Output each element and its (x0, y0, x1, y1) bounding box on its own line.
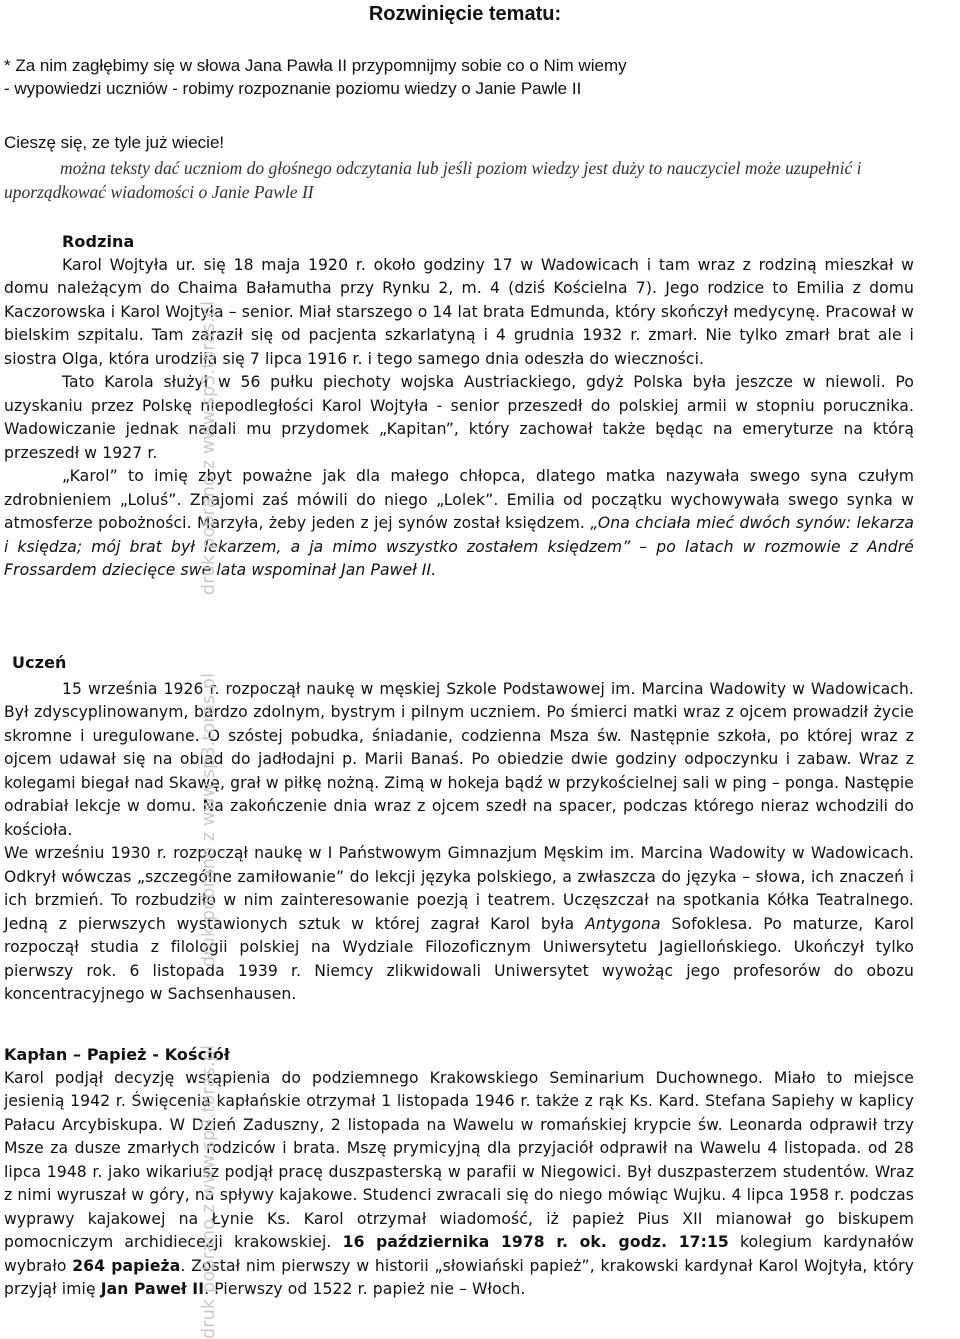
section-heading-rodzina: Rodzina (62, 232, 135, 251)
section-kaplan (4, 1043, 914, 1302)
watermark-text: druk pobrano z www.sp3.toras.pl (199, 300, 219, 596)
rodzina-paragraph-1: Karol Wojtyła ur. się 18 maja 1920 r. około godziny 17 w Wadowicach i tam wraz z rodziną mieszkał w domu należącym do Chaima Bałamutha przy Rynku 2, m. 4 (dziś Kościelna 7). Jego rodzice to Emilia z domu Kaczorowska i Karol Wojtyła – senior. Miał starszego o 14 lat brata Edmunda, który skończył medycynę. Pracował w bielskim szpitalu. Tam zaraził się od pacjenta szkarlatyną i 4 grudnia 1932 r. zmarł. Nie tylko zmarł brat ale i siostra Olga, która urodziła się 7 lipca 1916 r. i tego samego dnia odeszła do wieczności. (4, 255, 914, 368)
rodzina-paragraph-3-text: „Karol” to imię zbyt poważne jak dla małego chłopca, dlatego matka nazywała swego syna czułym zdrobnieniem „Loluś”. Znajomi zaś mówili do niego „Lolek”. Emilia od początku wychowywała swego synka w atmosferze pobożności. Marzyła, żeby jeden z jej synów został księdzem. (4, 467, 914, 532)
intro-line-1: * Za nim zagłębimy się w słowa Jana Pawła II przypomnijmy sobie co o Nim wiemy (4, 56, 627, 75)
section-uczen (4, 651, 914, 1007)
kaplan-text-2: kolegium kardynałów wybrało (4, 1233, 914, 1275)
uczen-paragraph-2-rest: Sofoklesa. Po maturze, Karol rozpoczął studia z filologii polskiej na Wydziale Filozoficznym Uniwersytetu Jagiellońskiego. Ukończył tylko pierwszy rok. 6 listopada 1939 r. Niemcy zlikwidowali Uniwersytet wywożąc jego profesorów do obozu koncentracyjnego w Sachsenhausen. (4, 914, 914, 1003)
section-rodzina (4, 230, 914, 583)
uczen-paragraph-2-text: We wrześniu 1930 r. rozpoczął naukę w I Państwowym Gimnazjum Męskim im. Marcina Wadowity w Wadowicach. Odkrył wówczas „szczególne zamiłowanie” do lekcji języka polskiego, a zwłaszcza do języka – słowa, ich znaczeń i ich brzmień. To rozbudziło w nim zainteresowanie poezją i teatrem. Uczęszczał na spotkania Kółka Teatralnego. Jedną z pierwszych wystawionych sztuk w której zagrał Karol była (4, 844, 914, 933)
uczen-paragraph-1: 15 września 1926 r. rozpoczął naukę w męskiej Szkole Podstawowej im. Marcina Wadowity w Wadowicach. Był zdyscyplinowanym, bardzo zdolnym, bystrym i pilnym uczniem. Po śmierci matki wraz z ojcem prowadził życie skromne i uregulowane. O szóstej pobudka, śniadanie, codzienna Msza św. Następnie szkoła, po której wraz z ojcem udawał się na obiad do jadłodajni p. Marii Banaś. Po obiedzie dwie godziny odpoczynku i zabaw. Wraz z kolegami biegał nad Skawę, grał w piłkę nożną. Zimą w hokeja bądź w przykościelnej sali w ping – ponga. Następie odrabiał lekcje w domu. Na zakończenie dnia wraz z ojcem szedł na spacer, podczas którego nieraz wchodzili do kościoła. (4, 679, 914, 839)
play-title: Antygona (585, 914, 661, 933)
rodzina-paragraph-3 (4, 465, 914, 583)
page-title: Rozwinięcie tematu: (368, 3, 562, 25)
intro-line-2: - wypowiedzi uczniów - robimy rozpoznanie poziomu wiedzy o Janie Pawle II (4, 79, 582, 98)
pope-number: 264 papieża (72, 1256, 181, 1275)
rodzina-quote: „Ona chciała mieć dwóch synów: lekarza i księdza; mój brat był lekarzem, a ja mimo wszystko zostałem księdzem” – po latach w rozmowie z André Frossardem dziecięce swe lata wspominał Jan Paweł II. (4, 514, 915, 579)
election-date: 16 października 1978 r. ok. godz. 17:15 (342, 1233, 729, 1251)
teacher-note: można teksty dać uczniom do głośnego odczytania lub jeśli poziom wiedzy jest duży to nauczyciel może uzupełnić i uporządkować wiadomości o Janie Pawle II (4, 158, 862, 202)
kaplan-text-1: Karol podjął decyzję wstąpienia do podziemnego Krakowskiego Seminarium Duchownego. Miało to miejsce jesienią 1942 r. Święcenia kapłańskie otrzymał 1 listopada 1946 r. także z rąk Ks. Kard. Stefana Sapiehy w kaplicy Pałacu Arcybiskupa. W Dzień Zaduszny, 2 listopada na Wawelu w romańskiej krypcie św. Leonarda odprawił trzy Msze za dusze zmarłych rodziców i brata. Mszę prymicyjną dla przyjaciół odprawił na Wawelu 4 listopada. od 28 lipca 1948 r. jako wikariusz podjął pracę duszpasterską w parafii w Niegowici. Był duszpasterzem studentów. Wraz z nimi wyruszał w góry, na spływy kajakowe. Studenci zwracali się do niego mówiąc Wujku. 4 lipca 1958 r. podczas wyprawy kajakowej na Łynie Ks. Karol otrzymał wiadomość, iż papież Pius XII mianował go biskupem pomocniczym archidiecezji krakowskiej. (4, 1068, 914, 1251)
section-heading-kaplan: Kapłan – Papież - Kościół (4, 1045, 230, 1064)
kaplan-text-3: . Został nim pierwszy w historii „słowiański papież”, krakowski kardynał Karol Wojtyła, który przyjął imię (4, 1256, 914, 1298)
watermark-text: druk pobrano z www.sp3.toras.pl (199, 672, 219, 968)
watermark-text: druk pobrano z www.sp3.toras.pl (199, 1044, 219, 1339)
kaplan-paragraph-1 (4, 1067, 914, 1302)
intro-line-3: Cieszę się, ze tyle już wiecie! (4, 133, 225, 152)
rodzina-paragraph-2: Tato Karola służył w 56 pułku piechoty wojska Austriackiego, gdyż Polska była jeszcze w niewoli. Po uzyskaniu przez Polskę niepodległości Karol Wojtyła - senior przeszedł do polskiej armii w stopniu porucznika. Wadowiczanie jednak nadali mu przydomek „Kapitan”, który zachował także będąc na emeryturze na którą przeszedł w 1927 r. (4, 373, 914, 462)
pope-name: Jan Paweł II (100, 1280, 205, 1298)
watermark (199, 1, 239, 1339)
uczen-paragraph-2 (4, 842, 914, 1007)
kaplan-text-4: . Pierwszy od 1522 r. papież nie – Włoch. (204, 1280, 526, 1298)
section-heading-uczen: Uczeń (12, 653, 67, 672)
